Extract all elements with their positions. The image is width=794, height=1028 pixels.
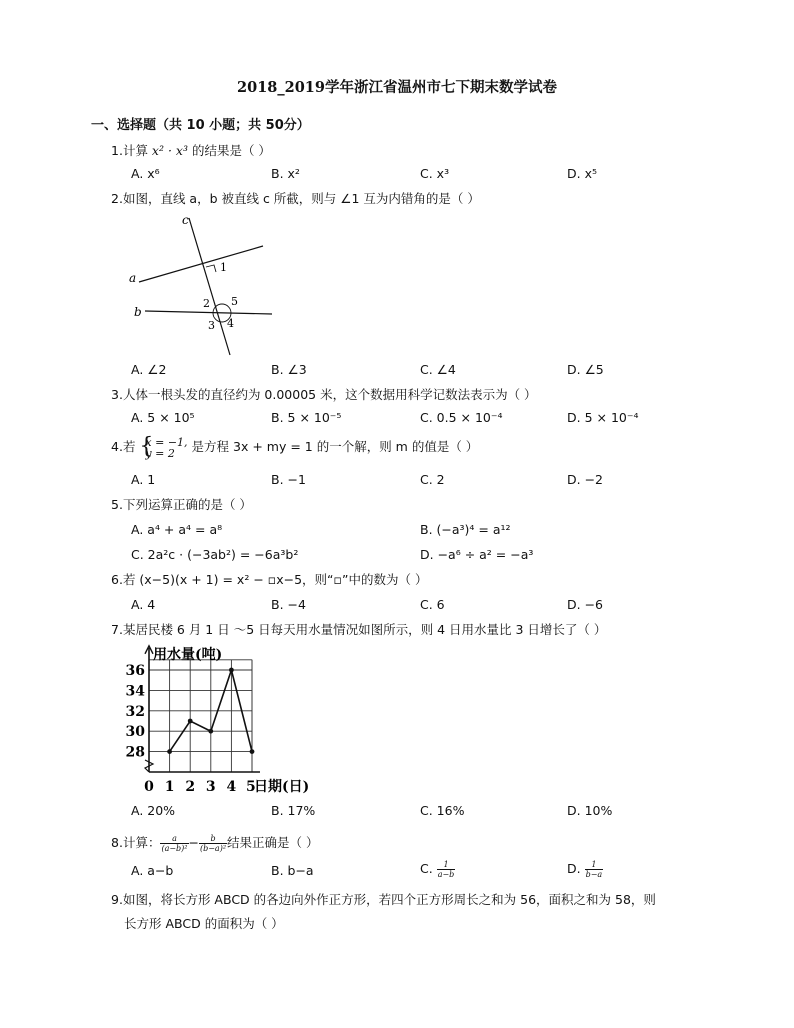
question-text: 人体一根头发的直径约为 0.00005 米，这个数据用科学记数法表示为（ ） <box>122 387 537 402</box>
question-text: 某居民楼 6 月 1 日 ～5 日每天用水量情况如图所示，则 4 日用水量比 3 日增长了（ ） <box>122 622 607 637</box>
fraction <box>585 860 604 879</box>
option-b: B. 17% <box>271 803 316 818</box>
question-2 <box>111 191 480 207</box>
question-number: 5. <box>111 497 123 512</box>
question-text: 的结果是（ ） <box>187 143 271 158</box>
denominator: (b−a)² <box>199 844 227 853</box>
label-angle-3: 3 <box>208 319 215 332</box>
question-9 <box>111 892 656 908</box>
option-c: C. 16% <box>420 803 465 818</box>
option-d: D. ∠5 <box>567 362 604 377</box>
page-title: 2018_2019学年浙江省温州市七下期末数学试卷 <box>237 79 557 96</box>
x-tick-label: 1 <box>164 779 175 795</box>
question-number: 3. <box>111 387 123 402</box>
question-number: 7. <box>111 622 123 637</box>
option-b: B. x² <box>271 166 300 181</box>
y-tick-label: 28 <box>125 744 145 761</box>
line-a <box>139 246 263 282</box>
line-c <box>189 218 230 355</box>
option-label: C. <box>420 861 433 876</box>
option-a: A. x⁶ <box>131 166 160 181</box>
label-a: a <box>129 271 137 285</box>
option-a: A. a⁴ + a⁴ = a⁸ <box>131 522 223 537</box>
option-c: C. ∠4 <box>420 362 456 377</box>
angle-1-mark <box>206 265 216 272</box>
fraction <box>199 834 227 853</box>
question-number: 1. <box>111 143 123 158</box>
system-line-2: y = 2 <box>145 446 175 460</box>
numerator: 1 <box>585 860 604 870</box>
x-tick-label: 2 <box>185 779 196 795</box>
option-d: D. 5 × 10⁻⁴ <box>567 410 639 425</box>
question-8 <box>111 832 319 854</box>
question-text: 下列运算正确的是（ ） <box>122 497 252 512</box>
option-d: D. −6 <box>567 597 603 612</box>
x-axis-title: 日期(日) <box>254 779 310 795</box>
option-b: B. b−a <box>271 863 314 878</box>
question-number: 2. <box>111 191 123 206</box>
y-tick-label: 34 <box>125 683 145 700</box>
question-number: 8. <box>111 835 123 850</box>
data-point <box>167 749 172 754</box>
question-5 <box>111 497 252 513</box>
question-9-line-2: 长方形 ABCD 的面积为（ ） <box>124 916 284 931</box>
question-text: 如图，直线 a，b 被直线 c 所截，则与 ∠1 互为内错角的是（ ） <box>122 191 480 206</box>
data-point <box>250 749 255 754</box>
question-text: 如图，将长方形 ABCD 的各边向外作正方形，若四个正方形周长之和为 56，面积之和为 58，则 <box>122 892 656 907</box>
question-text: 结果正确是（ ） <box>227 835 319 850</box>
option-a: A. ∠2 <box>131 362 167 377</box>
option-c: C. x³ <box>420 166 450 181</box>
option-label: D. <box>567 861 581 876</box>
minus-sign: − <box>188 835 199 850</box>
question-text: 是方程 3x + my = 1 的一个解，则 m 的值是（ ） <box>187 439 479 454</box>
label-c: c <box>182 213 189 227</box>
option-d: D. x⁵ <box>567 166 597 181</box>
label-b: b <box>134 305 142 319</box>
option-c: C. 2 <box>420 472 445 487</box>
math-expression: x² · x³ <box>151 143 188 158</box>
label-angle-4: 4 <box>227 317 234 330</box>
question-number: 9. <box>111 892 123 907</box>
y-tick-label: 30 <box>125 724 145 741</box>
y-axis-title: 用水量(吨) <box>153 647 223 663</box>
denominator: a−b <box>437 870 455 879</box>
x-tick-label: 0 <box>144 779 154 795</box>
option-c: C. 0.5 × 10⁻⁴ <box>420 410 503 425</box>
option-b: B. (−a³)⁴ = a¹² <box>420 522 511 537</box>
y-tick-label: 36 <box>125 663 145 679</box>
numerator: b <box>199 834 227 844</box>
option-b: B. ∠3 <box>271 362 307 377</box>
label-angle-5: 5 <box>231 295 238 308</box>
label-angle-2: 2 <box>203 297 210 310</box>
fraction <box>437 860 456 879</box>
option-b: B. 5 × 10⁻⁵ <box>271 410 342 425</box>
option-a: A. 20% <box>131 803 176 818</box>
question-7 <box>111 622 606 638</box>
system-line-1: x = −1, <box>145 435 188 449</box>
brace-icon: { <box>139 433 154 459</box>
data-point <box>229 668 234 673</box>
section-heading: 一、选择题（共 10 小题；共 50分） <box>91 118 310 133</box>
question-6 <box>111 572 427 588</box>
line-b <box>145 311 272 314</box>
option-d: D. −a⁶ ÷ a² = −a³ <box>420 547 534 562</box>
question-text: 若 <box>122 439 140 454</box>
option-a: A. 1 <box>131 472 156 487</box>
option-d <box>567 858 603 880</box>
option-c: C. 6 <box>420 597 445 612</box>
option-b: B. −4 <box>271 597 306 612</box>
option-c <box>420 858 455 880</box>
question-number: 6. <box>111 572 123 587</box>
question-text: 计算 <box>122 143 152 158</box>
water-usage-chart <box>125 643 325 799</box>
equation-system <box>139 433 188 460</box>
denominator: b−a <box>585 870 603 879</box>
x-tick-label: 5 <box>246 779 256 795</box>
option-a: A. a−b <box>131 863 174 878</box>
data-point <box>208 729 213 734</box>
option-c: C. 2a²c · (−3ab²) = −6a³b² <box>131 547 299 562</box>
label-angle-1: 1 <box>220 261 227 274</box>
line-angle-figure <box>125 210 285 360</box>
x-tick-label: 4 <box>226 779 237 795</box>
question-4 <box>111 434 478 460</box>
data-point <box>188 719 193 724</box>
denominator: (a−b)² <box>161 844 188 853</box>
question-1 <box>111 143 271 159</box>
numerator: a <box>160 834 188 844</box>
x-tick-label: 3 <box>205 779 216 795</box>
numerator: 1 <box>437 860 456 870</box>
question-text: 若 (x−5)(x + 1) = x² − ▫x−5，则“▫”中的数为（ ） <box>122 572 428 587</box>
option-d: D. −2 <box>567 472 603 487</box>
option-b: B. −1 <box>271 472 306 487</box>
option-a: A. 5 × 10⁵ <box>131 410 195 425</box>
y-tick-label: 32 <box>125 703 145 720</box>
fraction <box>160 834 188 853</box>
option-d: D. 10% <box>567 803 613 818</box>
question-3 <box>111 387 537 403</box>
option-a: A. 4 <box>131 597 156 612</box>
question-number: 4. <box>111 439 123 454</box>
question-text: 计算： <box>122 835 161 850</box>
